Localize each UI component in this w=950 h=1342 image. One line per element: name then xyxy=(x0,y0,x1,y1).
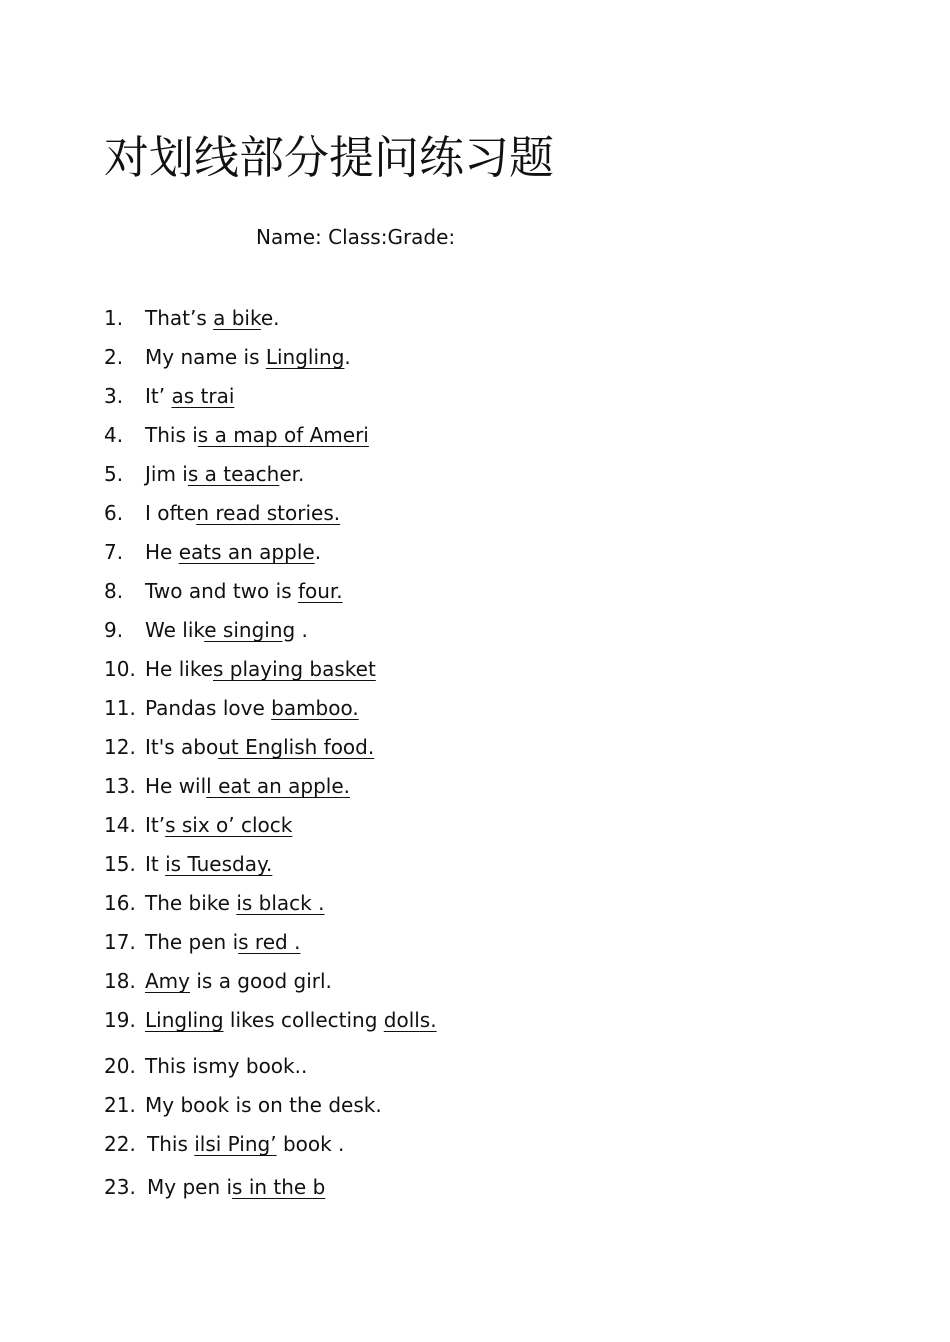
question-text-before: It’ xyxy=(145,813,166,837)
underlined-part: s red . xyxy=(238,930,301,954)
question-text-middle: likes collecting xyxy=(223,1008,384,1032)
question-text-before: This xyxy=(147,1132,195,1156)
question-text-before: Pandas love xyxy=(145,696,272,720)
question-item xyxy=(104,925,864,964)
underlined-part: Lingling xyxy=(265,345,345,369)
underlined-part: ilsi Ping’ xyxy=(194,1132,277,1156)
underlined-part: is black . xyxy=(236,891,325,915)
question-text-before: It’ xyxy=(145,384,172,408)
question-text-after: is a good girl. xyxy=(190,969,332,993)
question-text-before: The bike xyxy=(145,891,237,915)
underlined-part: e singin xyxy=(204,618,283,642)
underlined-part: Lingling xyxy=(145,1008,224,1032)
question-number: 23. xyxy=(104,1175,136,1199)
question-item xyxy=(104,379,864,418)
question-number: 2. xyxy=(104,345,124,369)
question-text-after: . xyxy=(344,345,351,369)
underlined-part: Amy xyxy=(145,969,190,993)
question-text-before: He like xyxy=(145,657,213,681)
question-item xyxy=(104,847,864,886)
question-number: 3. xyxy=(104,384,124,408)
question-text-before: It xyxy=(145,852,166,876)
question-number: 9. xyxy=(104,618,124,642)
question-item xyxy=(104,613,864,652)
question-text-before: My book is on the desk. xyxy=(145,1093,382,1117)
underlined-part: s a teach xyxy=(187,462,280,486)
underlined-part: is Tuesday. xyxy=(165,852,273,876)
question-item xyxy=(104,691,864,730)
question-number: 7. xyxy=(104,540,124,564)
question-text-after: e. xyxy=(260,306,280,330)
question-item xyxy=(104,301,864,340)
underlined-part: l eat an apple. xyxy=(206,774,350,798)
question-text-before: He wil xyxy=(145,774,207,798)
underlined-part: eats an apple xyxy=(178,540,315,564)
question-item xyxy=(104,1088,864,1127)
question-number: 16. xyxy=(104,891,136,915)
question-number: 20. xyxy=(104,1054,136,1078)
question-number: 8. xyxy=(104,579,124,603)
question-item xyxy=(104,457,864,496)
question-text-before: My name is xyxy=(145,345,266,369)
question-item xyxy=(104,730,864,769)
document-title: 对划线部分提问练习题 xyxy=(104,131,555,184)
underlined-part: a bik xyxy=(213,306,261,330)
question-item xyxy=(104,418,864,457)
question-number: 19. xyxy=(104,1008,136,1032)
underlined-part: s in the b xyxy=(232,1175,326,1199)
question-item xyxy=(104,535,864,574)
underlined-part-second: dolls. xyxy=(383,1008,437,1032)
question-text-before: I ofte xyxy=(145,501,197,525)
question-number: 6. xyxy=(104,501,124,525)
question-number: 11. xyxy=(104,696,136,720)
question-text-before: Two and two is xyxy=(145,579,298,603)
question-number: 21. xyxy=(104,1093,136,1117)
question-number: 5. xyxy=(104,462,124,486)
underlined-part: s a map of Ameri xyxy=(197,423,369,447)
question-item xyxy=(104,964,864,1003)
underlined-part: s six o’ clock xyxy=(165,813,293,837)
question-list xyxy=(104,301,864,1209)
question-text-before: The pen i xyxy=(145,930,239,954)
question-number: 18. xyxy=(104,969,136,993)
question-item xyxy=(104,808,864,847)
question-text-before: He xyxy=(145,540,179,564)
question-number: 14. xyxy=(104,813,136,837)
underlined-part: four. xyxy=(297,579,343,603)
question-item xyxy=(104,574,864,613)
question-number: 1. xyxy=(104,306,124,330)
question-number: 22. xyxy=(104,1132,136,1156)
question-text-before: That’s xyxy=(145,306,214,330)
question-item xyxy=(104,496,864,535)
question-item xyxy=(104,652,864,691)
underlined-part: s playing basket xyxy=(213,657,376,681)
question-item xyxy=(104,886,864,925)
question-text-after: book . xyxy=(276,1132,345,1156)
question-item xyxy=(104,1170,864,1209)
question-number: 4. xyxy=(104,423,124,447)
question-text-after: er. xyxy=(279,462,305,486)
question-number: 12. xyxy=(104,735,136,759)
question-text-after: . xyxy=(314,540,322,564)
question-item xyxy=(104,1003,864,1042)
underlined-part: as trai xyxy=(171,384,235,408)
underlined-part: bamboo. xyxy=(271,696,359,720)
question-text-before: This i xyxy=(145,423,198,447)
question-text-after: g . xyxy=(282,618,308,642)
question-number: 17. xyxy=(104,930,136,954)
question-text-before: We lik xyxy=(145,618,205,642)
question-number: 13. xyxy=(104,774,136,798)
underlined-part: n read stories. xyxy=(196,501,341,525)
question-item xyxy=(104,769,864,808)
underlined-part: ut English food. xyxy=(218,735,375,759)
question-text-before: Jim i xyxy=(145,462,188,486)
question-item xyxy=(104,340,864,379)
student-info-line: Name: Class:Grade: xyxy=(256,225,456,249)
question-text-before: This ismy book.. xyxy=(145,1054,308,1078)
question-number: 15. xyxy=(104,852,136,876)
question-number: 10. xyxy=(104,657,136,681)
question-item xyxy=(104,1127,864,1166)
question-item xyxy=(104,1049,864,1088)
question-text-before: It's abo xyxy=(145,735,219,759)
question-text-before: My pen i xyxy=(147,1175,233,1199)
